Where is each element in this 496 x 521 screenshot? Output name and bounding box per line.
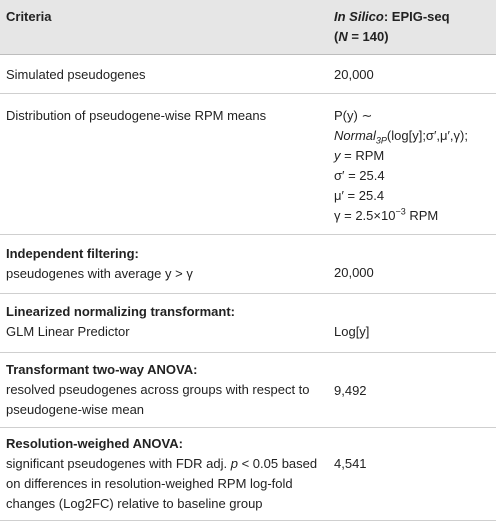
anova-label: Transformant two-way ANOVA: resolved pseudogenes across groups with respect to pseudogene-wise mean [6,362,310,417]
table-row-filtering [0,235,496,294]
linearized-value: Log[y] [334,324,370,339]
table-row-simulated [0,55,496,94]
table-row-weighed [0,428,496,521]
table-header-row [0,0,496,55]
distribution-value: P(y) ∼ Normal$_{3P}$(log[y];σ′,μ′,γ); y = RPM σ′ = 25.4 μ′ = 25.4 $\gamma = 2.5\times 10^{-3}$ RPM [334,108,468,223]
simulated-label: Simulated pseudogenes [6,67,146,82]
anova-value: 9,492 [334,383,367,398]
simulated-value: 20,000 [334,67,374,82]
distribution-label: Distribution of pseudogene-wise RPM means [6,108,267,123]
criteria-header: Criteria [6,9,52,24]
weighed-value: 4,541 [334,456,367,471]
filtering-value: 20,000 [334,265,374,280]
linearized-label: Linearized normalizing transformant: GLM Linear Predictor [6,304,235,339]
weighed-label: Resolution-weighed ANOVA: significant pseudogenes with FDR adj. p < 0.05 based on differences in resolution-weighed RPM log-fold changes (Log2FC) relative to baseline group [6,436,318,511]
table-row-linearized [0,294,496,353]
table-row-anova [0,353,496,428]
filtering-label: Independent filtering: pseudogenes with average y > γ [6,246,193,281]
table-row-distribution [0,94,496,235]
epig-seq-header: In Silico: EPIG-seq (N = 140) [334,9,450,44]
